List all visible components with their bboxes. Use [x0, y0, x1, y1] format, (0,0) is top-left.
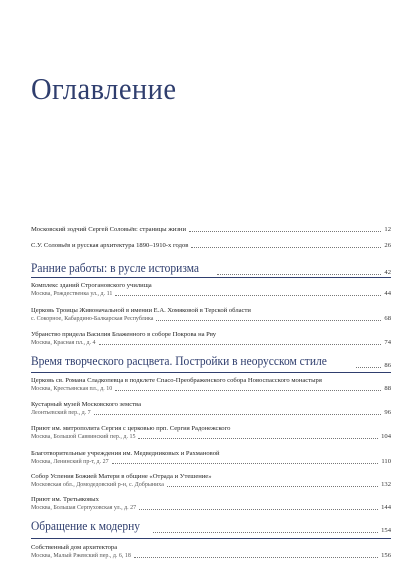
section-heading-modern[interactable] [31, 519, 391, 534]
dot-leader [189, 231, 381, 232]
toc-entry[interactable] [31, 282, 391, 297]
dot-leader [139, 509, 378, 510]
page-title: Оглавление [31, 71, 177, 106]
page-number: 104 [381, 433, 391, 440]
dot-leader [134, 557, 378, 558]
page-number: 88 [384, 385, 391, 392]
dot-leader [153, 532, 379, 533]
entry-title: Московский зодчий Сергей Соловьёв: страницы жизни [31, 226, 186, 233]
entry-address: Московская обл., Домодедовский р-н, с. Добрыниха [31, 482, 164, 488]
entry-address: Москва, Рождественка ул., д. 11 [31, 291, 113, 297]
dot-leader [94, 414, 382, 415]
dot-leader [115, 295, 381, 296]
entry-title: Комплекс зданий Строгановского училища [31, 282, 152, 289]
page-number: 74 [384, 339, 391, 346]
toc-entry[interactable] [31, 496, 391, 511]
entry-address: Москва, Красная пл., д. 4 [31, 340, 96, 346]
section-divider [31, 538, 391, 539]
dot-leader [356, 367, 382, 368]
section-heading-neo-russian[interactable] [31, 354, 391, 369]
page-number: 96 [384, 409, 391, 416]
dot-leader [167, 486, 378, 487]
toc-entry[interactable] [31, 544, 391, 559]
entry-address: Москва, Крестьянская пл., д. 10 [31, 386, 113, 392]
page-number: 68 [384, 315, 391, 322]
dot-leader [99, 344, 382, 345]
page-number: 132 [381, 481, 391, 488]
entry-address: Леонтьевский пер., д. 7 [31, 410, 91, 416]
entry-address: Москва, Малый Ржевский пер., д. 6, 18 [31, 553, 131, 559]
dot-leader [191, 247, 381, 248]
toc-entry-intro-2[interactable] [31, 242, 391, 249]
page-number: 154 [381, 527, 391, 534]
page-number: 44 [384, 290, 391, 297]
page-number: 156 [381, 552, 391, 559]
section-title: Обращение к модерну [31, 519, 141, 533]
page-number: 26 [384, 242, 391, 249]
entry-address: Москва, Большой Саввинский пер., д. 15 [31, 434, 136, 440]
dot-leader [217, 274, 382, 275]
section-title: Время творческого расцвета. Постройки в неорусском стиле [31, 354, 327, 368]
dot-leader [138, 438, 378, 439]
entry-title: Приют им. Третьяковых [31, 496, 99, 503]
section-title: Ранние работы: в русле историзма [31, 261, 200, 275]
entry-title: Благотворительные учреждения им. Медведниковых и Рахмановой [31, 450, 220, 457]
page-number: 110 [381, 458, 391, 465]
page-number: 42 [384, 269, 391, 276]
toc-entry[interactable] [31, 401, 391, 416]
section-divider [31, 277, 391, 278]
entry-address: с. Сокорное, Кабардино-Балкарская Республика [31, 316, 154, 322]
entry-title: Церковь св. Романа Сладкопевца в подклете Спасо-Преображенского собора Новоспасского монастыря [31, 377, 322, 384]
entry-title: Убранство придела Василия Блаженного в соборе Покрова на Рву [31, 331, 217, 338]
page-number: 12 [384, 226, 391, 233]
entry-title: Церковь Троицы Живоначальной в имении Е.А. Хомяковой в Терской области [31, 307, 251, 314]
entry-title: Кустарный музей Московского земства [31, 401, 141, 408]
page-number: 86 [384, 362, 391, 369]
entry-address: Москва, Большая Серпуховская ул., д. 27 [31, 505, 137, 511]
toc-entry[interactable] [31, 425, 391, 440]
entry-title: Собор Успения Божией Матери в общине «Отрада и Утешение» [31, 473, 212, 480]
toc-entry-intro-1[interactable] [31, 226, 391, 233]
entry-title: Собственный дом архитектора [31, 544, 118, 551]
entry-address: Москва, Ленинский пр-т, д. 27 [31, 459, 109, 465]
toc-entry[interactable] [31, 331, 391, 346]
toc-entry[interactable] [31, 307, 391, 322]
entry-title: Приют им. митрополита Сергия с церковью прп. Сергия Радонежского [31, 425, 231, 432]
dot-leader [156, 320, 381, 321]
toc-entry[interactable] [31, 473, 391, 488]
dot-leader [112, 463, 379, 464]
section-divider [31, 372, 391, 373]
section-heading-early-works[interactable] [31, 261, 391, 276]
toc-entry[interactable] [31, 377, 391, 392]
dot-leader [115, 390, 381, 391]
page-number: 144 [381, 504, 391, 511]
entry-title: С.У. Соловьёв и русская архитектура 1890–1910-х годов [31, 242, 189, 249]
toc-entry[interactable] [31, 450, 391, 465]
